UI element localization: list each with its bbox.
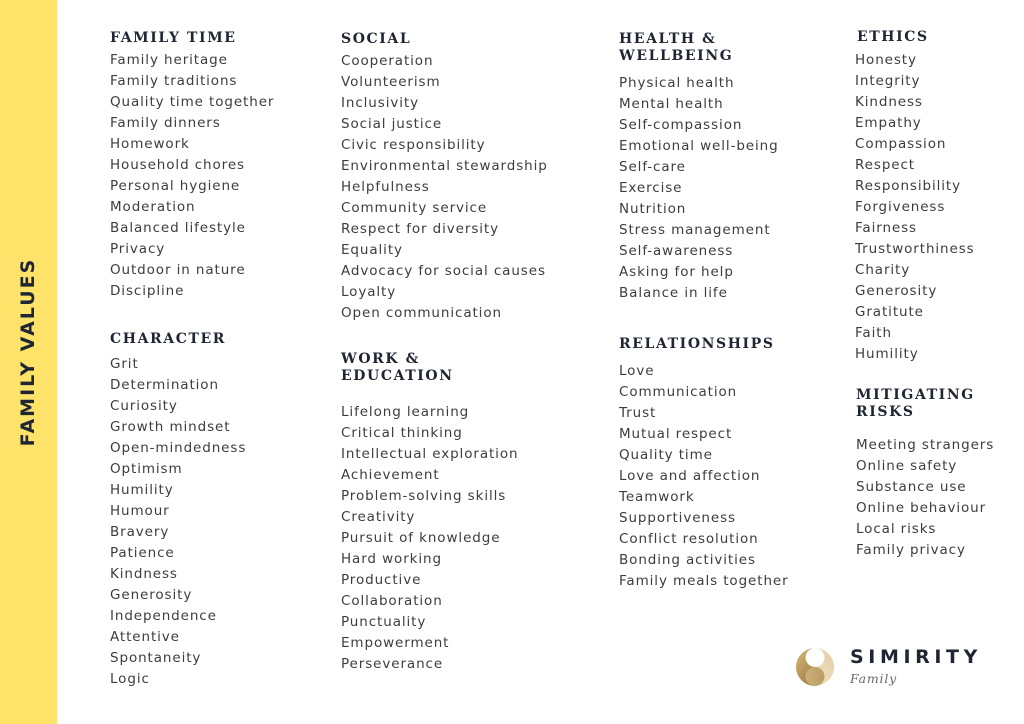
value-item: Respect for diversity: [341, 221, 499, 237]
value-list: [856, 435, 994, 561]
value-item: Kindness: [855, 94, 923, 110]
value-item: Honesty: [855, 52, 917, 68]
value-item: Emotional well-being: [619, 138, 779, 154]
value-item: Love and affection: [619, 468, 761, 484]
value-item: Humility: [110, 482, 174, 498]
value-item: Moderation: [110, 199, 196, 215]
value-item: Growth mindset: [110, 419, 231, 435]
value-list: [619, 73, 779, 304]
value-item: Physical health: [619, 75, 735, 91]
value-item: Generosity: [855, 283, 938, 299]
logo-subtitle: Family: [850, 671, 897, 686]
value-item: Civic responsibility: [341, 137, 486, 153]
value-item: Perseverance: [341, 656, 444, 672]
value-item: Loyalty: [341, 284, 397, 300]
value-item: Problem-solving skills: [341, 488, 507, 504]
value-item: Self-awareness: [619, 243, 734, 259]
section-heading: SOCIAL: [341, 31, 412, 47]
value-item: Hard working: [341, 551, 442, 567]
section-mitigating-risks: [856, 387, 994, 561]
value-item: Attentive: [110, 629, 180, 645]
value-list: [341, 402, 518, 675]
value-item: Inclusivity: [341, 95, 419, 111]
simirity-logo: [794, 644, 1004, 694]
value-item: Equality: [341, 242, 403, 258]
section-heading: FAMILY TIME: [110, 30, 237, 46]
value-item: Local risks: [856, 521, 937, 537]
value-item: Quality time: [619, 447, 713, 463]
value-item: Substance use: [856, 479, 967, 495]
value-item: Family heritage: [110, 52, 228, 68]
value-list: [619, 361, 789, 592]
section-heading: CHARACTER: [110, 331, 226, 347]
value-item: Volunteerism: [341, 74, 441, 90]
value-item: Stress management: [619, 222, 771, 238]
value-item: Forgiveness: [855, 199, 946, 215]
value-item: Household chores: [110, 157, 245, 173]
section-heading: MITIGATING RISKS: [856, 387, 975, 420]
value-item: Punctuality: [341, 614, 427, 630]
value-item: Self-care: [619, 159, 686, 175]
value-item: Open communication: [341, 305, 502, 321]
value-item: Collaboration: [341, 593, 443, 609]
value-item: Teamwork: [619, 489, 695, 505]
section-family-time: [110, 30, 274, 302]
value-item: Kindness: [110, 566, 178, 582]
value-item: Creativity: [341, 509, 416, 525]
value-item: Bravery: [110, 524, 170, 540]
logo-name: SIMIRITY: [850, 646, 982, 668]
value-list: [341, 51, 548, 324]
value-item: Productive: [341, 572, 422, 588]
value-item: Gratitute: [855, 304, 924, 320]
value-item: Integrity: [855, 73, 921, 89]
value-item: Online safety: [856, 458, 958, 474]
value-item: Communication: [619, 384, 738, 400]
value-item: Charity: [855, 262, 911, 278]
value-list: [855, 50, 975, 365]
value-item: Pursuit of knowledge: [341, 530, 501, 546]
value-item: Bonding activities: [619, 552, 756, 568]
section-ethics: [855, 29, 975, 365]
value-item: Faith: [855, 325, 892, 341]
value-item: Love: [619, 363, 655, 379]
value-item: Trust: [619, 405, 657, 421]
value-item: Spontaneity: [110, 650, 202, 666]
value-item: Homework: [110, 136, 190, 152]
value-item: Quality time together: [110, 94, 275, 110]
value-item: Privacy: [110, 241, 166, 257]
section-heading: HEALTH & WELLBEING: [619, 31, 734, 64]
value-item: Humour: [110, 503, 170, 519]
value-item: Logic: [110, 671, 150, 687]
section-social: [341, 31, 548, 324]
value-item: Grit: [110, 356, 139, 372]
value-item: Cooperation: [341, 53, 434, 69]
value-item: Family privacy: [856, 542, 966, 558]
value-item: Helpfulness: [341, 179, 430, 195]
value-item: Family dinners: [110, 115, 221, 131]
value-item: Balance in life: [619, 285, 728, 301]
section-heading: RELATIONSHIPS: [619, 336, 775, 352]
section-work-education: [341, 351, 518, 675]
value-item: Exercise: [619, 180, 683, 196]
value-item: Mutual respect: [619, 426, 733, 442]
value-item: Respect: [855, 157, 916, 173]
value-item: Community service: [341, 200, 488, 216]
value-item: Trustworthiness: [855, 241, 975, 257]
section-character: [110, 331, 246, 690]
value-item: Balanced lifestyle: [110, 220, 246, 236]
value-item: Outdoor in nature: [110, 262, 246, 278]
value-item: Online behaviour: [856, 500, 987, 516]
value-item: Lifelong learning: [341, 404, 470, 420]
value-item: Supportiveness: [619, 510, 736, 526]
value-item: Social justice: [341, 116, 443, 132]
value-item: Environmental stewardship: [341, 158, 548, 174]
simirity-logo-icon: [794, 646, 836, 688]
value-item: Patience: [110, 545, 175, 561]
value-item: Personal hygiene: [110, 178, 241, 194]
value-item: Optimism: [110, 461, 183, 477]
value-item: Intellectual exploration: [341, 446, 519, 462]
value-item: Achievement: [341, 467, 440, 483]
value-item: Asking for help: [619, 264, 734, 280]
value-item: Self-compassion: [619, 117, 743, 133]
value-item: Critical thinking: [341, 425, 463, 441]
value-item: Determination: [110, 377, 219, 393]
value-item: Mental health: [619, 96, 724, 112]
value-item: Discipline: [110, 283, 185, 299]
value-item: Humility: [855, 346, 919, 362]
section-heading: ETHICS: [857, 29, 929, 45]
value-item: Advocacy for social causes: [341, 263, 546, 279]
value-item: Family traditions: [110, 73, 238, 89]
section-health-wellbeing: [619, 31, 779, 304]
value-item: Empowerment: [341, 635, 450, 651]
value-list: [110, 50, 274, 302]
value-item: Nutrition: [619, 201, 687, 217]
value-item: Meeting strangers: [856, 437, 995, 453]
value-item: Responsibility: [855, 178, 961, 194]
value-item: Compassion: [855, 136, 947, 152]
value-item: Curiosity: [110, 398, 178, 414]
value-item: Open-mindedness: [110, 440, 247, 456]
value-item: Independence: [110, 608, 217, 624]
value-item: Generosity: [110, 587, 193, 603]
value-item: Empathy: [855, 115, 922, 131]
value-item: Fairness: [855, 220, 917, 236]
section-heading: WORK & EDUCATION: [341, 351, 454, 384]
value-item: Conflict resolution: [619, 531, 759, 547]
value-list: [110, 354, 246, 690]
side-title: FAMILY VALUES: [17, 257, 39, 447]
value-item: Family meals together: [619, 573, 789, 589]
section-relationships: [619, 336, 789, 592]
